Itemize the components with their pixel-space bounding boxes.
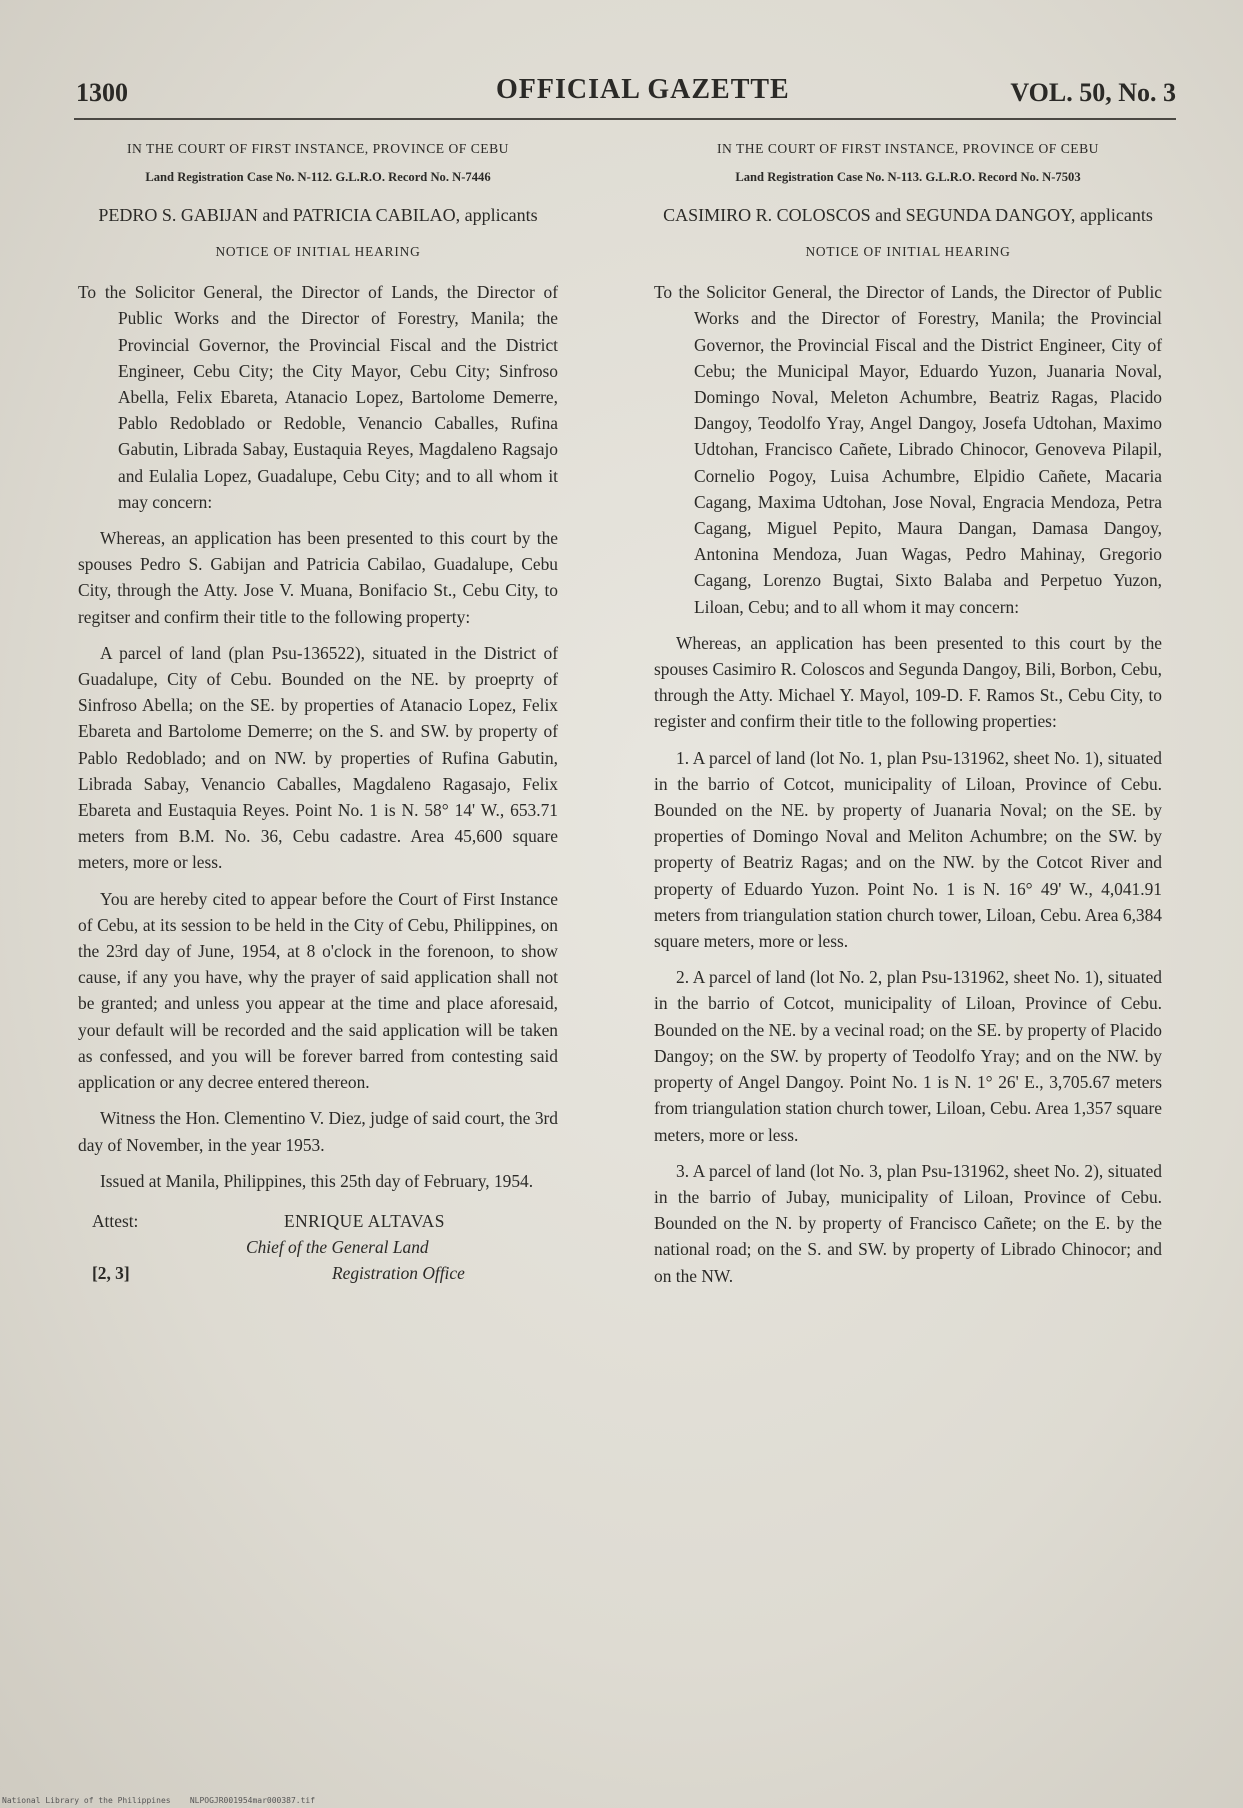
page-header xyxy=(76,74,1176,118)
signature-block xyxy=(78,1208,558,1288)
court-heading: IN THE COURT OF FIRST INSTANCE, PROVINCE OF CEBU xyxy=(717,141,1099,156)
issue-reference: [2, 3] xyxy=(92,1262,130,1283)
notice-heading: NOTICE OF INITIAL HEARING xyxy=(215,244,421,259)
case-number: Land Registration Case No. N-112. G.L.R.O. Record No. N-7446 xyxy=(145,170,491,184)
applicants-line: CASIMIRO R. COLOSCOS and SEGUNDA DANGOY, applicants xyxy=(663,205,1153,225)
attest-label: Attest: xyxy=(92,1210,139,1231)
paragraph: A parcel of land (plan Psu-136522), situated in the District of Guadalupe, City of Cebu. Bounded on the NE. by proeprty of Sinfroso Abella; on the SE. by properties of Atanacio Lopez, Felix Ebareta and Bartolome Demerre; on the S. and SW. by property of Pablo Redoblado; and on NW. by properties of Rufina Gabutin, Librada Sabay, Venancio Caballes, Magdaleno Ragasajo, Felix Ebareta and Eustaquia Reyes. Point No. 1 is N. 58° 14' W., 653.71 meters from B.M. No. 36, Cebu cadastre. Area 45,600 square meters, more or less. xyxy=(78,642,558,873)
page-number: 1300 xyxy=(76,78,128,107)
signer-title-line-2: Registration Office xyxy=(332,1262,465,1283)
notice-heading: NOTICE OF INITIAL HEARING xyxy=(805,244,1011,259)
left-column-notice xyxy=(78,140,558,1288)
paragraph: Issued at Manila, Philippines, this 25th day of February, 1954. xyxy=(100,1170,534,1191)
publication-title: OFFICIAL GAZETTE xyxy=(496,74,790,105)
paragraph: 3. A parcel of land (lot No. 3, plan Psu-131962, sheet No. 2), situated in the barrio of Jubay, municipality of Liloan, Province of Cebu. Bounded on the N. by property of Francisco Cañete; on the E. by the national road; on the S. and SW. by property of Librado Chinocor; and on the NW. xyxy=(654,1160,1162,1286)
addressees: To the Solicitor General, the Director of Lands, the Director of Public Works and the Director of Forestry, Manila; the Provincial Governor, the Provincial Fiscal and the District Engineer, Cebu City; the City Mayor, Cebu City; Sinfroso Abella, Felix Ebareta, Atanacio Lopez, Bartolome Demerre, Pablo Redoblado or Redoble, Venancio Caballes, Rufina Gabutin, Librada Sabay, Eustaquia Reyes, Magdaleno Ragsajo and Eulalia Lopez, Guadalupe, Cebu City; and to all whom it may concern: xyxy=(78,282,558,512)
signer-title-line-1: Chief of the General Land xyxy=(246,1236,429,1257)
scan-footer: National Library of the Philippines NLPOGJR001954mar000387.tif xyxy=(2,1796,316,1805)
court-heading: IN THE COURT OF FIRST INSTANCE, PROVINCE OF CEBU xyxy=(127,141,509,156)
paragraph: You are hereby cited to appear before the Court of First Instance of Cebu, at its session to be held in the City of Cebu, Philippines, on the 23rd day of June, 1954, at 8 o'clock in the forenoon, to show cause, if any you have, why the prayer of said application shall not be granted; and unless you appear at the time and place aforesaid, your default will be recorded and the said application will be taken as confessed, and you will be forever barred from contesting said application or any decree entered thereon. xyxy=(78,888,558,1093)
paragraph: Whereas, an application has been presented to this court by the spouses Casimiro R. Coloscos and Segunda Dangoy, Bili, Borbon, Cebu, through the Atty. Michael Y. Mayol, 109-D. F. Ramos St., Cebu City, to register and confirm their title to the following properties: xyxy=(654,632,1163,732)
header-rule xyxy=(74,118,1176,120)
paragraph: 2. A parcel of land (lot No. 2, plan Psu-131962, sheet No. 1), situated in the barrio of Cotcot, municipality of Liloan, Province of Cebu. Bounded on the NE. by a vecinal road; on the SE. by property of Placido Dangoy; on the SW. by property of Teodolfo Yray; and on the NW. by property of Angel Dangoy. Point No. 1 is N. 1° 26' E., 3,705.67 meters from triangulation station church tower, Liloan, Cebu. Area 1,357 square meters, more or less. xyxy=(654,967,1162,1145)
addressees: To the Solicitor General, the Director of Lands, the Director of Public Works and the Director of Forestry, Manila; the Provincial Governor, the Provincial Fiscal and the District Engineer, City of Cebu; the Municipal Mayor, Eduardo Yuzon, Juanaria Noval, Domingo Noval, Meleton Achumbre, Beatriz Ragas, Placido Dangoy, Teodolfo Yray, Angel Dangoy, Josefa Udtohan, Maximo Udtohan, Francisco Cañete, Librado Chinocor, Genoveva Pilapil, Cornelio Pogoy, Luisa Achumbre, Elpidio Cañete, Macaria Cagang, Maxima Udtohan, Jose Noval, Engracia Mendoza, Petra Cagang, Miguel Pepito, Maura Dangan, Damasa Dangoy, Antonina Mendoza, Juan Wagas, Pedro Mahinay, Gregorio Cagang, Lorenzo Bugtai, Sixto Balaba and Perpetuo Yuzon, Liloan, Cebu; and to all whom it may concern: xyxy=(654,282,1162,617)
paragraph: Whereas, an application has been presented to this court by the spouses Pedro S. Gabijan and Patricia Cabilao, Guadalupe, Cebu City, through the Atty. Jose V. Muana, Bonifacio St., Cebu City, to regitser and confirm their title to the following property: xyxy=(78,528,558,627)
signer-name: ENRIQUE ALTAVAS xyxy=(284,1210,445,1231)
applicants-line: PEDRO S. GABIJAN and PATRICIA CABILAO, applicants xyxy=(98,205,538,225)
paragraph: Witness the Hon. Clementino V. Diez, judge of said court, the 3rd day of November, in the year 1953. xyxy=(78,1108,558,1155)
right-column-notice xyxy=(654,140,1162,1289)
volume-number: VOL. 50, No. 3 xyxy=(1010,78,1176,107)
paragraph: 1. A parcel of land (lot No. 1, plan Psu-131962, sheet No. 1), situated in the barrio of Cotcot, municipality of Liloan, Province of Cebu. Bounded on the NE. by property of Juanaria Noval; on the SE. by properties of Domingo Noval and Meliton Achumbre; on the SW. by property of Beatriz Ragas; and on the NW. by the Cotcot River and property of Eduardo Yuzon. Point No. 1 is N. 16° 49' W., 4,041.91 meters from triangulation station church tower, Liloan, Cebu. Area 6,384 square meters, more or less. xyxy=(654,747,1162,952)
case-number: Land Registration Case No. N-113. G.L.R.O. Record No. N-7503 xyxy=(735,170,1081,184)
